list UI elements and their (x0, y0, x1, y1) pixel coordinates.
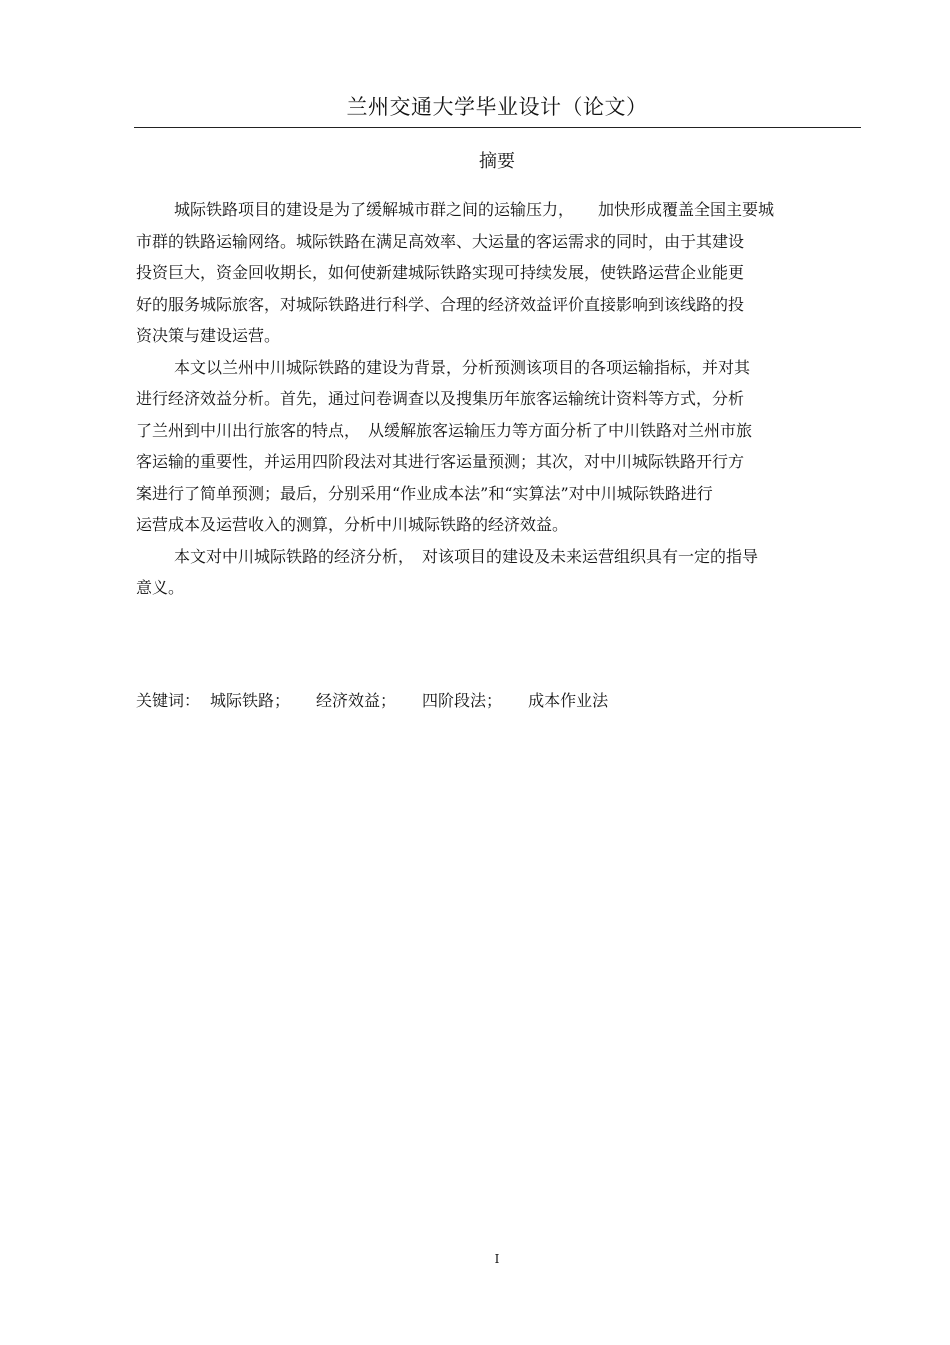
paragraph-line: 意义。 (136, 578, 185, 597)
keyword-item: 城际铁路； (210, 691, 291, 710)
keyword-item: 四阶段法； (422, 691, 503, 710)
paragraph-line: 进行经济效益分析。首先，通过问卷调查以及搜集历年旅客运输统计资料等方式，分析 (136, 389, 745, 408)
header-divider (134, 127, 861, 128)
running-header-title: 兰州交通大学毕业设计（论文） (346, 95, 648, 119)
abstract-paragraph-1 (136, 194, 856, 352)
paragraph-line: 好的服务城际旅客，对城际铁路进行科学、合理的经济效益评价直接影响到该线路的投 (136, 294, 745, 314)
paragraph-line: 本文对中川城际铁路的经济分析， 对该项目的建设及未来运营组织具有一定的指导 (174, 546, 759, 566)
paragraph-line: 投资巨大，资金回收期长，如何使新建城际铁路实现可持续发展，使铁路运营企业能更 (136, 263, 745, 282)
keyword-item: 经济效益； (316, 691, 397, 710)
paragraph-line: 市群的铁路运输网络。城际铁路在满足高效率、大运量的客运需求的同时，由于其建设 (136, 231, 745, 251)
abstract-paragraph-3 (136, 541, 856, 604)
keywords-line (136, 687, 634, 715)
paragraph-line: 资决策与建设运营。 (136, 326, 281, 345)
abstract-body (136, 194, 856, 604)
keyword-item: 成本作业法 (528, 691, 609, 710)
abstract-heading: 摘要 (479, 151, 515, 172)
page-number: I (494, 1252, 500, 1266)
paragraph-line: 运营成本及运营收入的测算，分析中川城际铁路的经济效益。 (136, 515, 569, 534)
paragraph-line: 城际铁路项目的建设是为了缓解城市群之间的运输压力， 加快形成覆盖全国主要城 (174, 200, 775, 219)
abstract-paragraph-2 (136, 352, 856, 541)
keywords-label: 关键词： (136, 691, 201, 710)
paragraph-line: 本文以兰州中川城际铁路的建设为背景，分析预测该项目的各项运输指标，并对其 (174, 357, 751, 377)
paragraph-line: 案进行了简单预测；最后，分别采用“作业成本法”和“实算法”对中川城际铁路进行 (136, 483, 713, 503)
paragraph-line: 客运输的重要性，并运用四阶段法对其进行客运量预测；其次，对中川城际铁路开行方 (136, 452, 745, 471)
paragraph-line: 了兰州到中川出行旅客的特点， 从缓解旅客运输压力等方面分析了中川铁路对兰州市旅 (136, 420, 753, 440)
